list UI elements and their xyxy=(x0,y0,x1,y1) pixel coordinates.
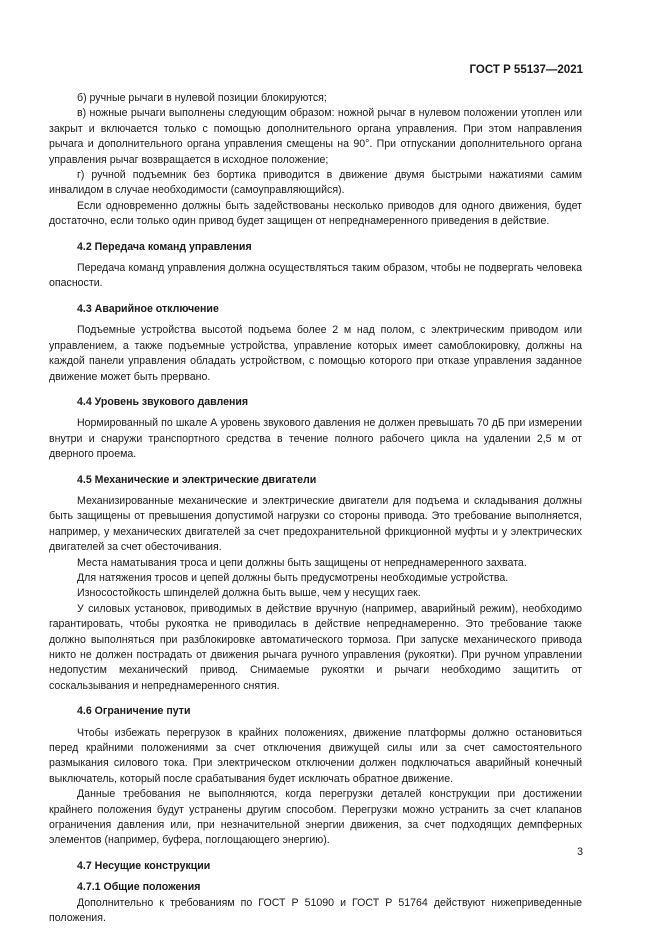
paragraph: Если одновременно должны быть задействованы несколько приводов для одного движения, будет достаточно, если только один привод будет защищен от непреднамеренного приведения в действие. xyxy=(49,199,582,228)
paragraph: Для натяжения тросов и цепей должны быть предусмотрены необходимые устройства. xyxy=(77,571,509,584)
paragraph: в) ножные рычаги выполнены следующим образом: ножной рычаг в нулевом положении утоплен или закрыт и включается только с помощью дополнительного органа управления. При этом направления рычага и дополнительного органа управления смещены на 90°. При отпускании дополнительного органа управления рычаг возвращается в исходное положение; xyxy=(49,107,582,166)
page-number: 3 xyxy=(577,846,583,858)
page-body xyxy=(49,91,582,927)
section-heading: 4.2 Передача команд управления xyxy=(77,240,252,253)
paragraph: У силовых установок, приводимых в действие вручную (например, аварийный режим), необходимо гарантировать, чтобы рукоятка не приводилась в действие непреднамеренно. Это требование также должно выполняться при разблокировке автоматического тормоза. При запуске механического привода никто не должен пострадать от движения рычага ручного управления (рукоятки). При ручном управлении недопустим механический привод. Снимаемые рукоятки и рычаги необходимо защитить от соскальзывания и непреднамеренного снятия. xyxy=(49,602,582,692)
section-heading: 4.6 Ограничение пути xyxy=(77,705,191,718)
subsection-heading: 4.7.1 Общие положения xyxy=(77,881,201,894)
paragraph: Дополнительно к требованиям по ГОСТ Р 51090 и ГОСТ Р 51764 действуют нижеприведенные положения. xyxy=(49,896,582,925)
section-heading: 4.4 Уровень звукового давления xyxy=(77,395,249,408)
paragraph: Нормированный по шкале А уровень звукового давления не должен превышать 70 дБ при измерении внутри и снаружи транспортного средства в течение полного рабочего цикла на удалении 2,5 м от дверного проема. xyxy=(49,417,582,461)
paragraph: Подъемные устройства высотой подъема более 2 м над полом, с электрическим приводом или управлением, а также подъемные устройства, управление которых имеет самоблокировку, должны на каждой панели управления обладать устройством, с помощью которого при отказе управления заданное движение может быть прервано. xyxy=(49,324,582,383)
paragraph: Данные требования не выполняются, когда перегрузки деталей конструкции при достижении крайнего положения будут устранены другим способом. Перегрузки можно устранить за счет клапанов ограничения давления или, при незначительной энергии движения, за счет подходящих демпферных элементов (например, буфера, поглощающего энергию). xyxy=(49,788,582,847)
section-heading: 4.3 Аварийное отключение xyxy=(77,302,219,315)
paragraph: Механизированные механические и электрические двигатели для подъема и складывания должны быть защищены от превышения допустимой нагрузки со стороны привода. Это требование выполняется, например, у механических двигателей за счет предохранительной фрикционной муфты и у электрических двигателей за счет обесточивания. xyxy=(49,494,582,554)
paragraph: Передача команд управления должна осуществляться таким образом, чтобы не подвергать человека опасности. xyxy=(49,262,582,290)
paragraph: Чтобы избежать перегрузок в крайних положениях, движение платформы должно остановиться перед крайними положениями за счет отключения движущей силы или за счет самостоятельного размыкания силового тока. При электрическом отключении должен подключаться аварийный конечный выключатель, который после срабатывания будет исключать обратное движение. xyxy=(49,726,582,785)
paragraph: б) ручные рычаги в нулевой позиции блокируются; xyxy=(77,92,327,104)
section-heading: 4.5 Механические и электрические двигатели xyxy=(77,473,317,486)
paragraph: Износостойкость шпинделей должна быть выше, чем у несущих гаек. xyxy=(77,587,421,600)
document-id-header: ГОСТ Р 55137—2021 xyxy=(469,64,583,76)
paragraph: Места наматывания троса и цепи должны быть защищены от непреднамеренного захвата. xyxy=(77,556,527,569)
section-heading: 4.7 Несущие конструкции xyxy=(77,859,211,872)
paragraph: г) ручной подъемник без бортика приводится в движение двумя быстрыми нажатиями самим инвалидом в случае необходимости (самоуправляющийся). xyxy=(49,169,582,197)
